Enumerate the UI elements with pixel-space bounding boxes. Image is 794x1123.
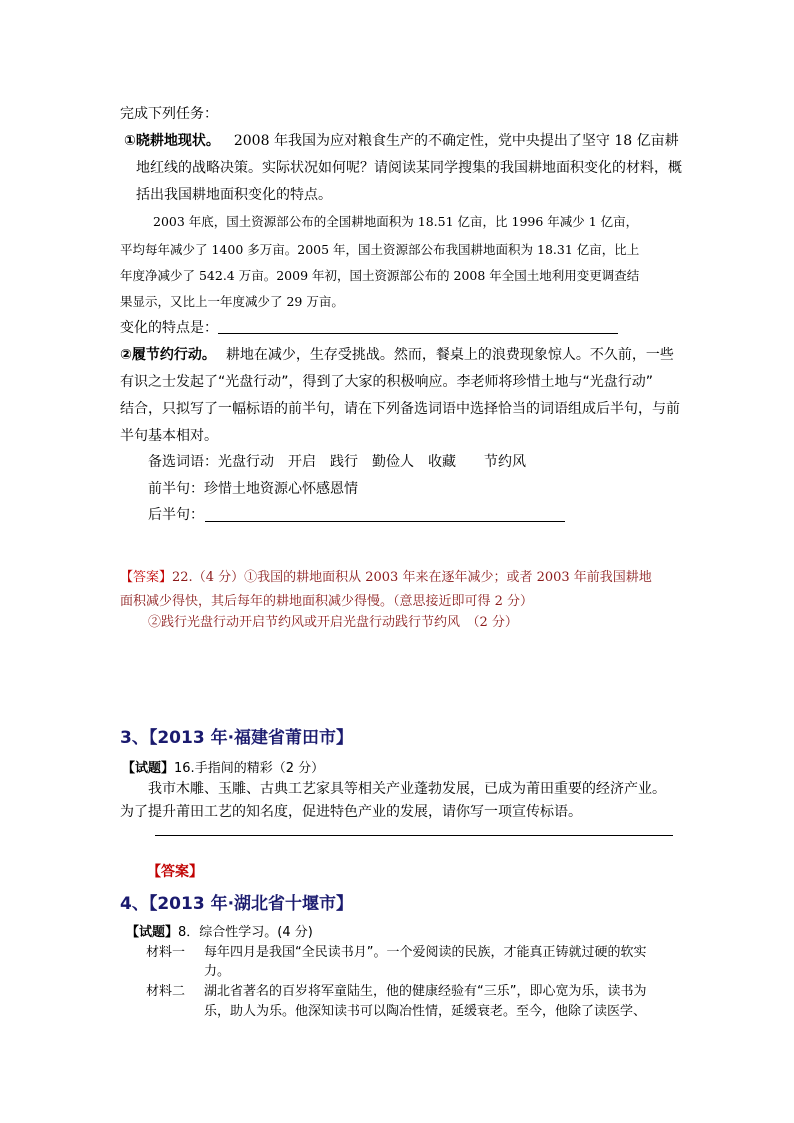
task1-line3: 括出我国耕地面积变化的特点。: [136, 187, 332, 203]
answer1-line3: ②践行光盘行动开启节约风或开启光盘行动践行节约风 （2 分）: [148, 615, 518, 630]
material2-label: 材料二: [146, 984, 186, 999]
options-line: 备选词语：光盘行动 开启 践行 勤俭人 收藏 节约风: [148, 454, 526, 470]
section3-question-text: 16.手指间的精彩（2 分）: [174, 761, 325, 776]
section4-question-text: 8．综合性学习。(4 分): [178, 925, 313, 940]
answer1-line1: [120, 568, 652, 588]
task2-line1: [120, 345, 674, 365]
material-line4: 果显示，又比上一年度减少了 29 万亩。: [120, 294, 344, 309]
task2-text: 耕地在减少，生存受挑战。然而，餐桌上的浪费现象惊人。不久前，一些: [225, 347, 674, 363]
answer1-text1: 22.（4 分）①我国的耕地面积从 2003 年来在逐年减少；或者 2003 年前我国耕地: [172, 570, 652, 585]
section3-answer-tag: 【答案】: [147, 864, 203, 880]
section4-title: 【2013 年·湖北省十堰市】: [148, 894, 354, 914]
task2-line3: 结合，只拟写了一幅标语的前半句，请在下列备选词语中选择恰当的词语组成后半句，与前: [120, 401, 680, 417]
material-line2: 平均每年减少了 1400 多万亩。2005 年，国土资源部公布我国耕地面积为 18.31 亿亩，比上: [120, 242, 640, 257]
feature-answer-line[interactable]: [218, 333, 618, 334]
task2-line2: 有识之士发起了“光盘行动”，得到了大家的积极响应。李老师将珍惜土地与“光盘行动”: [120, 374, 654, 390]
section3-number: 3、: [120, 728, 149, 748]
section3-question-title: [122, 759, 324, 779]
second-half-answer-line[interactable]: [205, 521, 565, 522]
intro-text: 完成下列任务：: [120, 106, 218, 122]
task1-line1: [124, 131, 679, 151]
material-line3: 年度净减少了 542.4 万亩。2009 年初，国土资源部公布的 2008 年全国土地利用变更调查结: [120, 268, 640, 283]
first-half-line: 前半句：珍惜土地资源心怀感恩情: [148, 481, 358, 497]
task1-line2: 地红线的战略决策。实际状况如何呢？请阅读某同学搜集的我国耕地面积变化的材料，概: [136, 160, 682, 176]
section3-line1: 我市木雕、玉雕、古典工艺家具等相关产业蓬勃发展，已成为莆田重要的经济产业。: [148, 781, 666, 797]
section4-heading: [120, 893, 353, 915]
section3-title: 【2013 年·福建省莆田市】: [148, 728, 354, 748]
section4-question-title: [126, 923, 313, 943]
task1-text: 2008 年我国为应对粮食生产的不确定性，党中央提出了坚守 18 亿亩耕: [233, 133, 679, 149]
second-half-label: 后半句：: [148, 507, 204, 523]
section3-question-tag: 【试题】: [122, 761, 175, 776]
section3-answer-line[interactable]: [155, 835, 673, 836]
section3-line2: 为了提升莆田工艺的知名度，促进特色产业的发展，请你写一项宣传标语。: [120, 804, 582, 820]
feature-label: 变化的特点是：: [120, 320, 218, 336]
material2-line2: 乐，助人为乐。他深知读书可以陶冶性情，延缓衰老。至今，他除了读医学、: [204, 1004, 647, 1019]
section4-question-tag: 【试题】: [126, 925, 179, 940]
material-line1: 2003 年底，国土资源部公布的全国耕地面积为 18.51 亿亩，比 1996 年减少 1 亿亩，: [153, 214, 639, 229]
task2-label: ②履节约行动。: [120, 347, 216, 363]
section4-number: 4、: [120, 894, 149, 914]
answer1-tag: 【答案】: [120, 570, 173, 585]
material1-line2: 力。: [204, 964, 231, 979]
material1-label: 材料一: [146, 945, 186, 960]
material1-line1: 每年四月是我国“全民读书月”。一个爱阅读的民族，才能真正铸就过硬的软实: [204, 945, 647, 960]
task2-line4: 半句基本相对。: [120, 428, 218, 444]
task1-label: ①晓耕地现状。: [124, 133, 220, 149]
material2-line1: 湖北省著名的百岁将军童陆生，他的健康经验有“三乐”，即心宽为乐，读书为: [204, 984, 647, 999]
section3-heading: [120, 727, 353, 749]
answer1-line2: 面积减少得快，其后每年的耕地面积减少得慢。（意思接近即可得 2 分）: [120, 594, 534, 609]
